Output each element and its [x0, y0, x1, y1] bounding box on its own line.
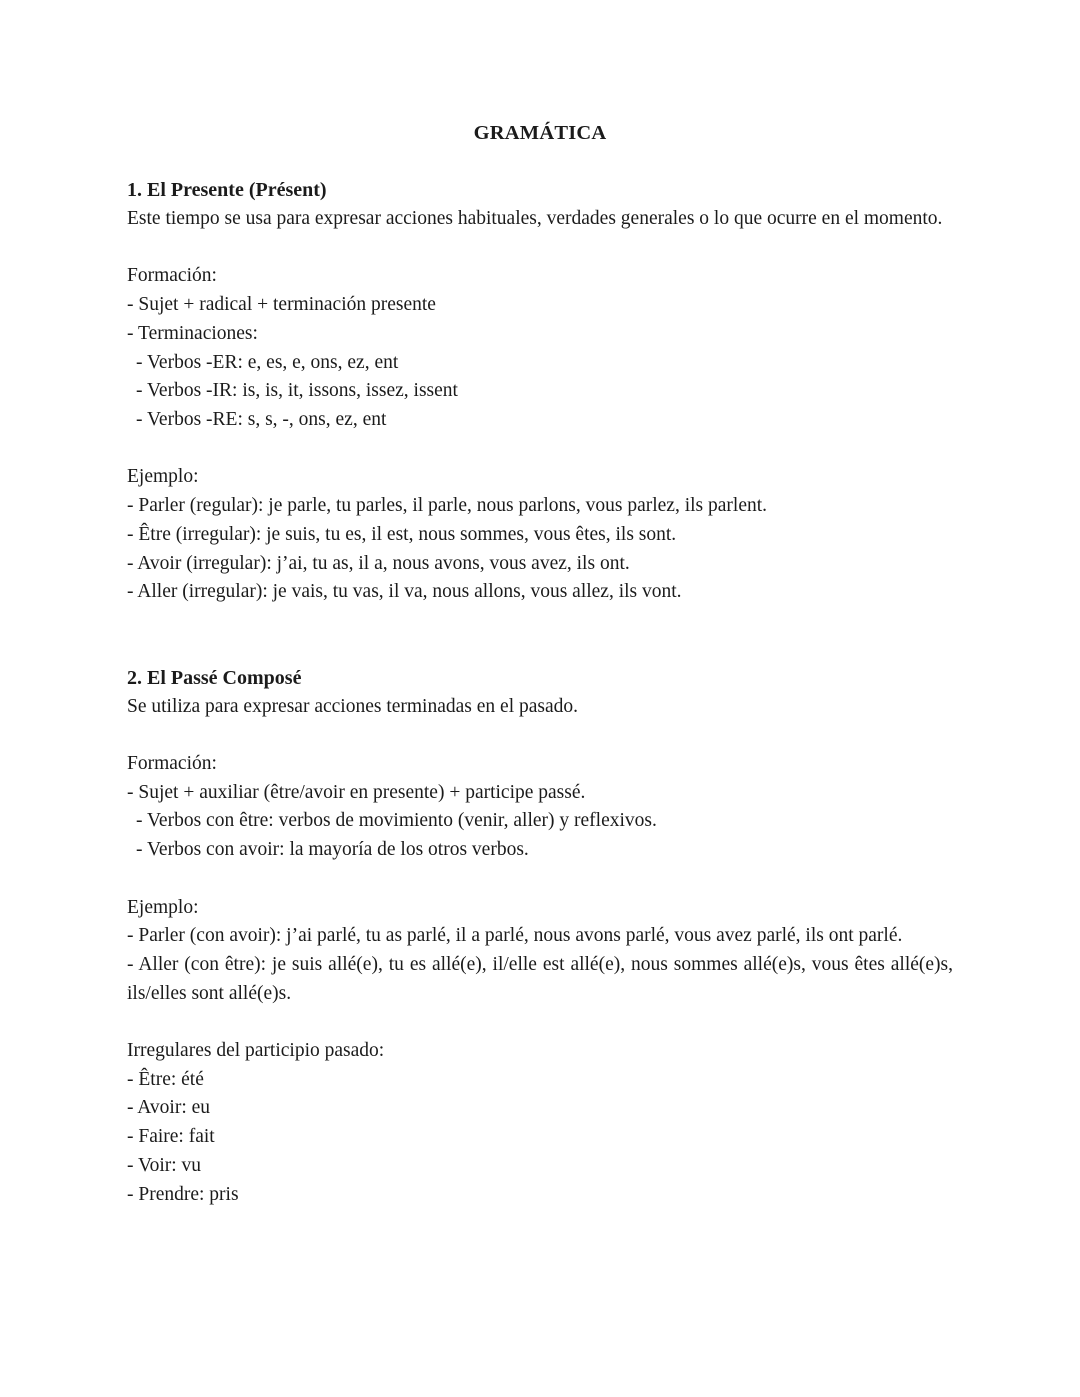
formation-subitem: - Verbos con être: verbos de movimiento (venir, aller) y reflexivos.: [136, 810, 657, 832]
section-heading: 1. El Presente (Présent): [127, 179, 327, 202]
section-el-passe-compose: [127, 664, 953, 1209]
example-label: Ejemplo:: [127, 466, 199, 488]
section-el-presente: [127, 176, 953, 607]
example-item: - Parler (regular): je parle, tu parles, il parle, nous parlons, vous parlez, ils parlent.: [127, 495, 768, 517]
page-title: GRAMÁTICA: [473, 122, 607, 144]
irregulars-item: - Faire: fait: [127, 1126, 215, 1148]
example-label: Ejemplo:: [127, 896, 199, 918]
formation-item: - Sujet + radical + terminación presente: [127, 294, 436, 316]
irregulars-item: - Avoir: eu: [127, 1097, 211, 1119]
irregulars-item: - Être: été: [127, 1068, 204, 1090]
section-description: Este tiempo se usa para expresar acciones habituales, verdades generales o lo que ocurre en el momento.: [127, 208, 943, 230]
example-item: - Être (irregular): je suis, tu es, il est, nous sommes, vous êtes, ils sont.: [127, 523, 677, 545]
example-block: [127, 894, 953, 1009]
formation-item: - Terminaciones:: [127, 322, 258, 344]
example-block: [127, 463, 953, 607]
example-item: - Aller (irregular): je vais, tu vas, il va, nous allons, vous allez, ils vont.: [127, 581, 682, 603]
example-item: - Aller (con être): je suis allé(e), tu es allé(e), il/elle est allé(e), nous sommes allé(e)s, vous êtes allé(e)s, ils/elles sont allé(e)s.: [127, 953, 953, 1004]
formation-subitem: - Verbos -RE: s, s, -, ons, ez, ent: [136, 409, 387, 430]
formation-block: [127, 750, 953, 865]
irregulars-item: - Prendre: pris: [127, 1183, 239, 1205]
irregulars-item: - Voir: vu: [127, 1154, 202, 1176]
formation-item: - Sujet + auxiliar (être/avoir en presente) + participe passé.: [127, 781, 586, 803]
section-heading: 2. El Passé Composé: [127, 666, 302, 689]
formation-subitem: - Verbos -IR: is, is, it, issons, issez, issent: [136, 380, 458, 402]
formation-block: [127, 262, 953, 434]
irregulars-label: Irregulares del participio pasado:: [127, 1040, 385, 1061]
example-item: - Avoir (irregular): j’ai, tu as, il a, nous avons, vous avez, ils ont.: [127, 552, 630, 574]
irregulars-block: [127, 1037, 953, 1209]
formation-label: Formación:: [127, 753, 217, 774]
section-description: Se utiliza para expresar acciones terminadas en el pasado.: [127, 695, 579, 717]
example-item: - Parler (con avoir): j’ai parlé, tu as parlé, il a parlé, nous avons parlé, vous avez parlé, ils ont parlé.: [127, 925, 903, 947]
formation-label: Formación:: [127, 265, 217, 287]
formation-subitem: - Verbos -ER: e, es, e, ons, ez, ent: [136, 351, 399, 373]
formation-subitem: - Verbos con avoir: la mayoría de los otros verbos.: [136, 839, 529, 861]
